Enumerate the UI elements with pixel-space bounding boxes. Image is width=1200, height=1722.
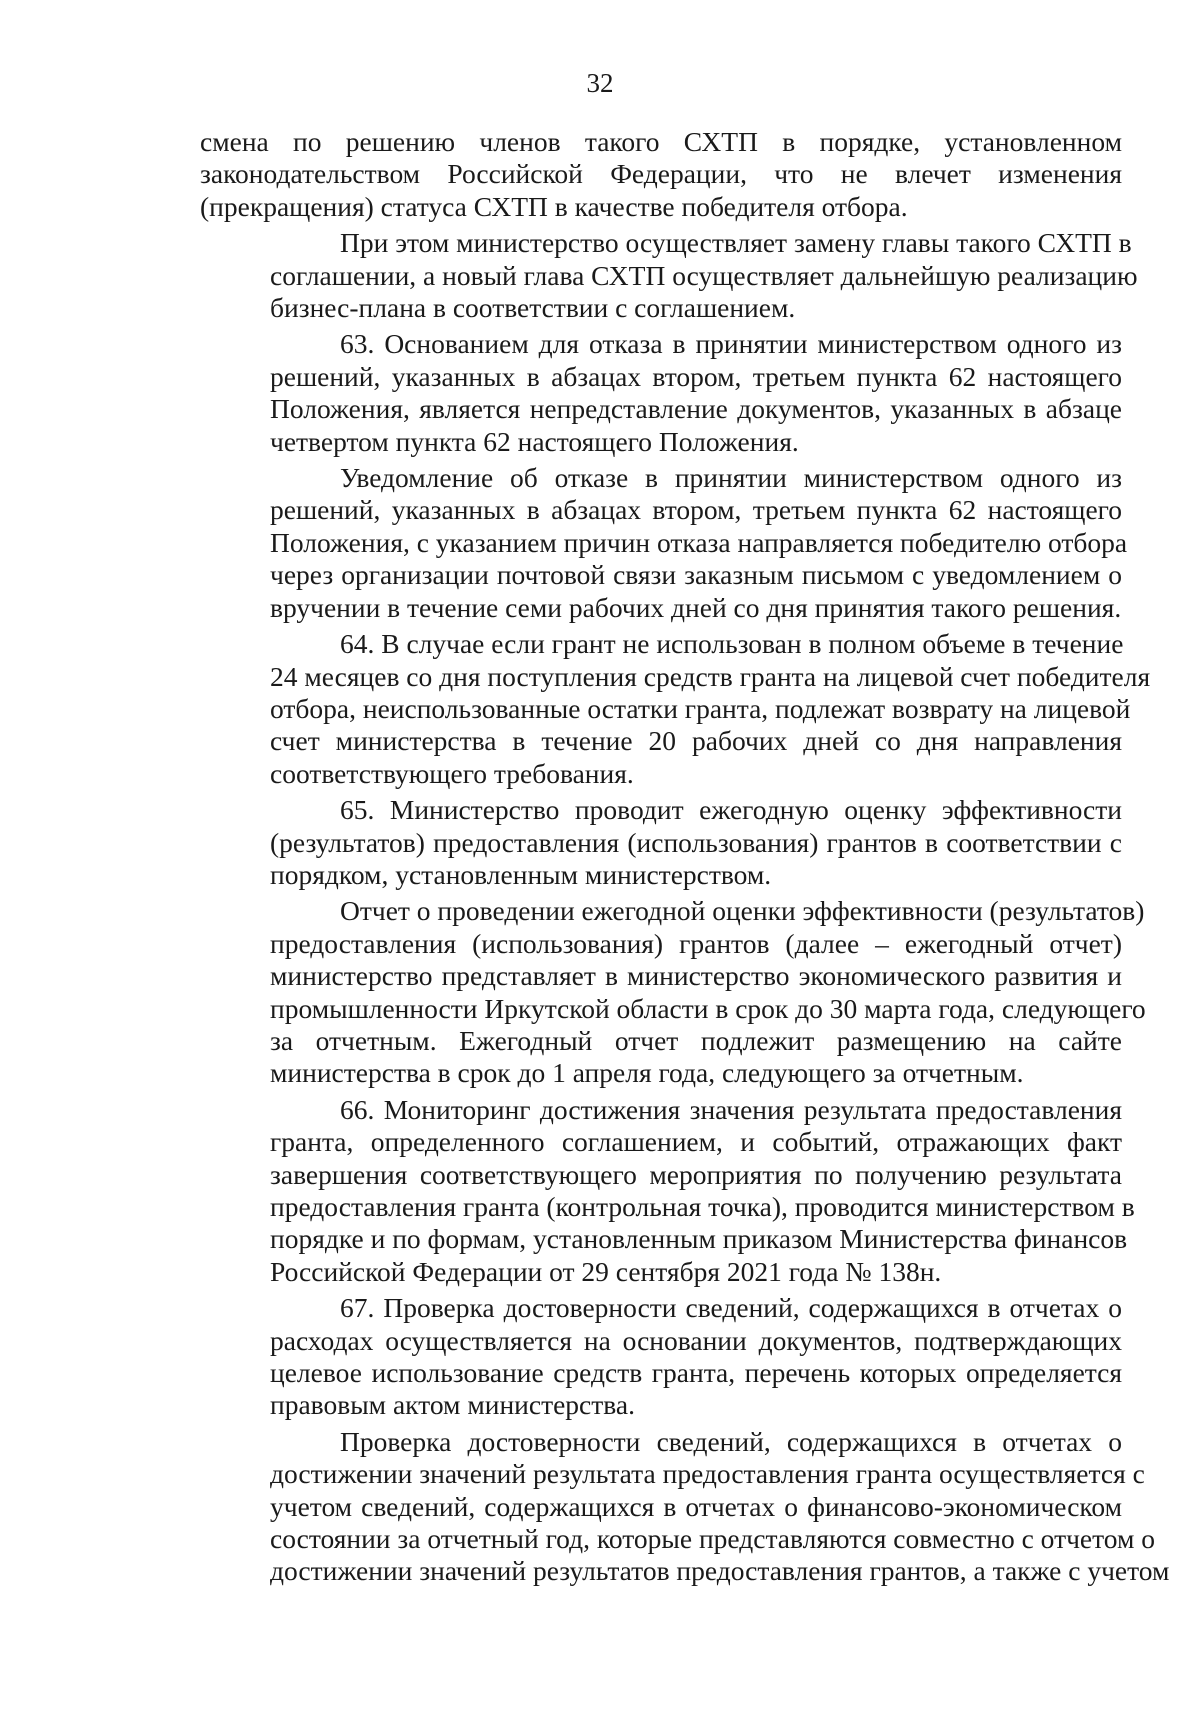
text-line: Российской Федерации от 29 сентября 2021 года № 138н. [270,1255,942,1287]
text-line: (результатов) предоставления (использования) грантов в соответствии с [270,826,1122,858]
text-line: вручении в течение семи рабочих дней со дня принятия такого решения. [270,591,1122,623]
paragraph [200,227,1138,324]
text-line: министерство представляет в министерство экономического развития и [270,960,1122,992]
text-line: При этом министерство осуществляет замену главы такого СХТП в [340,227,1132,259]
text-line: (прекращения) статуса СХТП в качестве победителя отбора. [200,190,908,222]
text-line: Проверка достоверности сведений, содержащихся в отчетах о [340,1425,1122,1457]
document-body [200,126,1170,1588]
paragraph [200,1425,1170,1588]
text-line: промышленности Иркутской области в срок до 30 марта года, следующего [270,992,1146,1024]
text-line: через организации почтовой связи заказным письмом с уведомлением о [270,559,1122,591]
text-line: порядком, установленным министерством. [270,858,772,890]
text-line: соглашении, а новый глава СХТП осуществляет дальнейшую реализацию [270,259,1138,291]
text-line: счет министерства в течение 20 рабочих дней со дня направления [270,725,1122,757]
text-line: правовым актом министерства. [270,1389,635,1421]
text-line: решений, указанных в абзацах втором, третьем пункта 62 настоящего [270,360,1122,392]
text-line: 65. Министерство проводит ежегодную оценку эффективности [340,794,1122,826]
text-line: гранта, определенного соглашением, и событий, отражающих факт [270,1126,1122,1158]
text-line: отбора, неиспользованные остатки гранта, подлежат возврату на лицевой [270,692,1131,724]
paragraph [200,895,1146,1089]
text-line: 67. Проверка достоверности сведений, содержащихся в отчетах о [340,1292,1122,1324]
paragraph [200,1093,1135,1288]
text-line: смена по решению членов такого СХТП в порядке, установленном [200,126,1122,157]
text-line: учетом сведений, содержащихся в отчетах о финансово-экономическом [270,1490,1122,1522]
text-line: за отчетным. Ежегодный отчет подлежит размещению на сайте [270,1024,1122,1056]
text-line: Положения, с указанием причин отказа направляется победителю отбора [270,526,1128,558]
text-line: министерства в срок до 1 апреля года, следующего за отчетным. [270,1057,1024,1089]
paragraph [200,328,1122,458]
text-line: целевое использование средств гранта, перечень которых определяется [270,1357,1122,1389]
text-line: Уведомление об отказе в принятии министерством одного из [340,462,1122,494]
text-line: достижении значений результата предоставления гранта осуществляется с [270,1458,1145,1490]
text-line: бизнес-плана в соответствии с соглашением. [270,292,796,324]
text-line: достижении значений результатов предоставления грантов, а также с учетом [270,1555,1170,1587]
text-line: соответствующего требования. [270,757,634,789]
text-line: расходах осуществляется на основании документов, подтверждающих [270,1324,1122,1356]
paragraph [200,1292,1122,1422]
text-line: четвертом пункта 62 настоящего Положения. [270,425,799,457]
text-line: Отчет о проведении ежегодной оценки эффективности (результатов) [340,895,1145,927]
text-line: решений, указанных в абзацах втором, третьем пункта 62 настоящего [270,494,1122,526]
text-line: 63. Основанием для отказа в принятии министерством одного из [340,328,1122,360]
text-line: 64. В случае если грант не использован в полном объеме в течение [340,628,1124,660]
paragraph [200,628,1151,790]
text-line: предоставления (использования) грантов (далее – ежегодный отчет) [270,927,1122,959]
paragraph [200,126,1122,223]
text-line: Положения, является непредставление документов, указанных в абзаце [270,393,1122,425]
text-line: завершения соответствующего мероприятия по получению результата [270,1158,1122,1190]
text-line: предоставления гранта (контрольная точка), проводится министерством в [270,1191,1135,1222]
text-line: 66. Мониторинг достижения значения результата предоставления [340,1093,1122,1125]
page-number: 32 [586,68,614,98]
text-line: порядке и по формам, установленным приказом Министерства финансов [270,1223,1128,1255]
text-line: 24 месяцев со дня поступления средств гранта на лицевой счет победителя [270,660,1151,692]
text-line: состоянии за отчетный год, которые представляются совместно с отчетом о [270,1523,1156,1555]
paragraph [200,794,1122,891]
text-line: законодательством Российской Федерации, что не влечет изменения [200,158,1122,190]
paragraph [200,462,1128,624]
